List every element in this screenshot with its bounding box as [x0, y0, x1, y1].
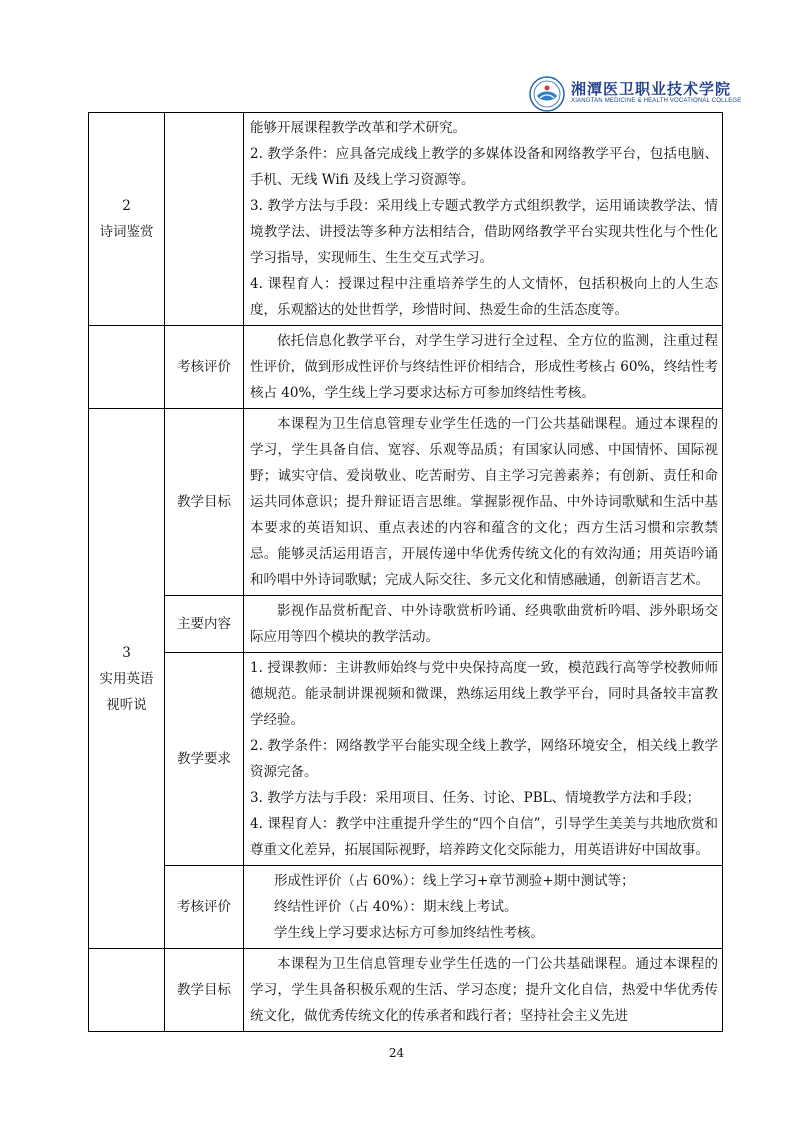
requirements-paragraphs: 能够开展课程教学改革和学术研究。 2. 教学条件：应具备完成线上教学的多媒体设备和网络教学平台，包括电脑、手机、无线 Wifi 及线上学习资源等。 3. 教学方法与手段：采用线上专题式教学方式组织教学，运用诵读教学法、情境教学法、讲授法等多种方法相结合，借助网络教学平台实现共性化与个性化学习指导，实现师生、生生交互式学习。 4. 课程育人：授课过程中注重培养学生的人文情怀，包括积极向上的人生态度，乐观豁达的处世哲学，珍惜时间、热爱生命的生活态度等。: [250, 120, 718, 318]
goals-paragraph: 本课程为卫生信息管理专业学生任选的一门公共基础课程。通过本课程的学习，学生具备自信、宽容、乐观等品质；有国家认同感、中国情怀、国际视野；诚实守信、爱岗敬业、吃苦耐劳、自主学习完善素养；有创新、责任和命运共同体意识；提升辩证语言思维。掌握影视作品、中外诗词歌赋和生活中基本要求的英语知识、重点表述的内容和蕴含的文化；西方生活习惯和宗教禁忌。能够灵活运用语言，开展传递中华优秀传统文化的有效沟通；用英语吟诵和吟唱中外诗词歌赋；完成人际交往、多元文化和情感融通，创新语言艺术。: [250, 416, 718, 588]
teaching-goals-text: [244, 949, 723, 1032]
page-header: [529, 76, 742, 112]
row-label: 教学目标: [165, 949, 244, 1032]
table-row: [89, 866, 723, 949]
main-content-text: [244, 596, 723, 653]
table-row: [89, 326, 723, 409]
school-name-cn: 湘潭医卫职业技术学院: [571, 80, 732, 98]
course-name: 诗词鉴赏: [99, 224, 154, 240]
school-name-en: XIANGTAN MEDICINE & HEALTH VOCATIONAL COLLEGE: [571, 98, 742, 104]
assessment-paragraph: 依托信息化教学平台，对学生学习进行全过程、全方位的监测，注重过程性评价，做到形成性评价与终结性评价相结合，形成性考核占 60%，终结性考核占 40%，学生线上学习要求达标方可参加终结性考核。: [250, 333, 718, 401]
row-label: 考核评价: [165, 866, 244, 949]
requirements-paragraphs: 1. 授课教师：主讲教师始终与党中央保持高度一致，模范践行高等学校教师师德规范。能录制讲课视频和微课，熟练运用线上教学平台，同时具备较丰富教学经验。 2. 教学条件：网络教学平台能实现全线上教学，网络环境安全，相关线上教学资源完备。 3. 教学方法与手段：采用项目、任务、讨论、PBL、情境教学方法和手段； 4. 课程育人：教学中注重提升学生的“四个自信”，引导学生美美与共地欣赏和尊重文化差异，拓展国际视野，培养跨文化交际能力，用英语讲好中国故事。: [250, 660, 718, 858]
page-number: 24: [388, 1046, 405, 1060]
teaching-requirements-text: [244, 653, 723, 866]
course-number-name-cell: [89, 949, 165, 1032]
row-label: 教学要求: [165, 653, 244, 866]
content-paragraph: 影视作品赏析配音、中外诗歌赏析吟诵、经典歌曲赏析吟唱、涉外职场交际应用等四个模块的教学活动。: [250, 603, 718, 645]
goals-paragraph: 本课程为卫生信息管理专业学生任选的一门公共基础课程。通过本课程的学习，学生具备积极乐观的生活、学习态度；提升文化自信，热爱中华优秀传统文化，做优秀传统文化的传承者和践行者；坚持社会主义先进: [250, 956, 718, 1024]
assessment-text: [244, 866, 723, 949]
course-number-name-cell: [89, 409, 165, 949]
row-label-empty: [165, 113, 244, 326]
row-label: 主要内容: [165, 596, 244, 653]
assessment-text: [244, 326, 723, 409]
teaching-requirements-text: [244, 113, 723, 326]
table-row: [89, 653, 723, 866]
course-number: 2: [122, 198, 131, 214]
course-name-line1: 实用英语: [99, 670, 154, 687]
table-row: [89, 113, 723, 326]
course-number: 3: [122, 644, 131, 661]
table-row: [89, 409, 723, 596]
table-row: [89, 949, 723, 1032]
row-label: 教学目标: [165, 409, 244, 596]
assessment-line: 学生线上学习要求达标方可参加终结性考核。: [274, 925, 544, 941]
course-name-line2: 视听说: [106, 696, 147, 713]
course-cell-continued: [89, 326, 165, 409]
college-logo-icon: [529, 76, 565, 112]
course-table: [88, 112, 723, 1032]
table-row: [89, 596, 723, 653]
assessment-line: 形成性评价（占 60%）：线上学习+章节测验+期中测试等；: [274, 873, 635, 889]
assessment-line: 终结性评价（占 40%）：期末线上考试。: [274, 899, 518, 915]
teaching-goals-text: [244, 409, 723, 596]
row-label: 考核评价: [165, 326, 244, 409]
course-number-name-cell: [89, 113, 165, 326]
